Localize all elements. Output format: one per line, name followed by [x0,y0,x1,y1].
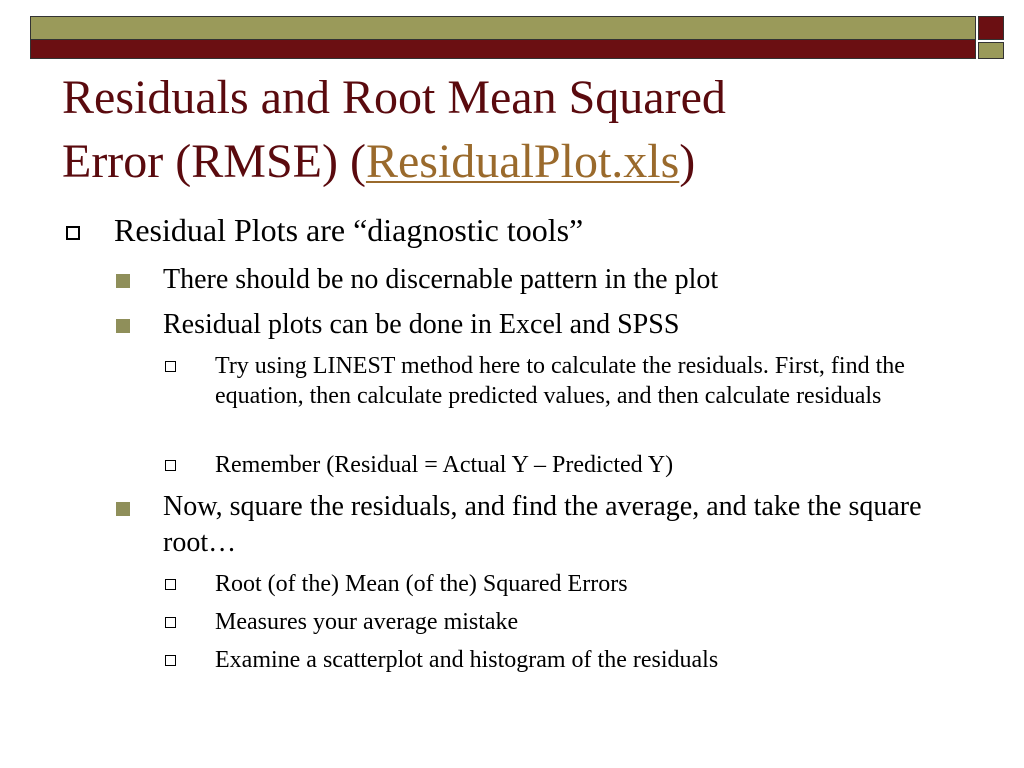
hollow-square-bullet-icon [66,226,80,240]
hollow-square-bullet-icon [165,361,176,372]
hollow-square-bullet-icon [165,655,176,666]
subbullet-root-mean: Root (of the) Mean (of the) Squared Errors [215,571,628,597]
subbullet-remember: Remember (Residual = Actual Y – Predicted Y) [215,452,674,478]
hollow-square-bullet-icon [165,460,176,471]
title-line2-prefix: Error (RMSE) ( [62,135,366,188]
bullet-square-residuals: Now, square the residuals, and find the average, and take the square root… [163,491,922,558]
header-bar-olive [30,16,976,40]
header-bar-maroon [30,40,976,59]
square-bullet-icon [116,274,130,288]
bullet-diagnostic-tools: Residual Plots are “diagnostic tools” [114,212,584,248]
residualplot-link[interactable]: ResidualPlot.xls [365,135,680,188]
hollow-square-bullet-icon [165,579,176,590]
subbullet-linest: Try using LINEST method here to calculate the residuals. First, find the equation, then calculate predicted values, and then calculate residuals [215,353,905,409]
subbullet-measures: Measures your average mistake [215,609,519,635]
slide-title [62,66,982,194]
title-line1: Residuals and Root Mean Squared [62,71,726,124]
header-square-maroon [978,16,1004,40]
square-bullet-icon [116,502,130,516]
hollow-square-bullet-icon [165,617,176,628]
bullet-no-pattern: There should be no discernable pattern in the plot [163,264,719,295]
header-square-olive [978,42,1004,59]
subbullet-examine: Examine a scatterplot and histogram of the residuals [215,647,719,673]
square-bullet-icon [116,319,130,333]
title-line2-suffix: ) [679,135,696,188]
bullet-excel-spss: Residual plots can be done in Excel and SPSS [163,309,680,340]
